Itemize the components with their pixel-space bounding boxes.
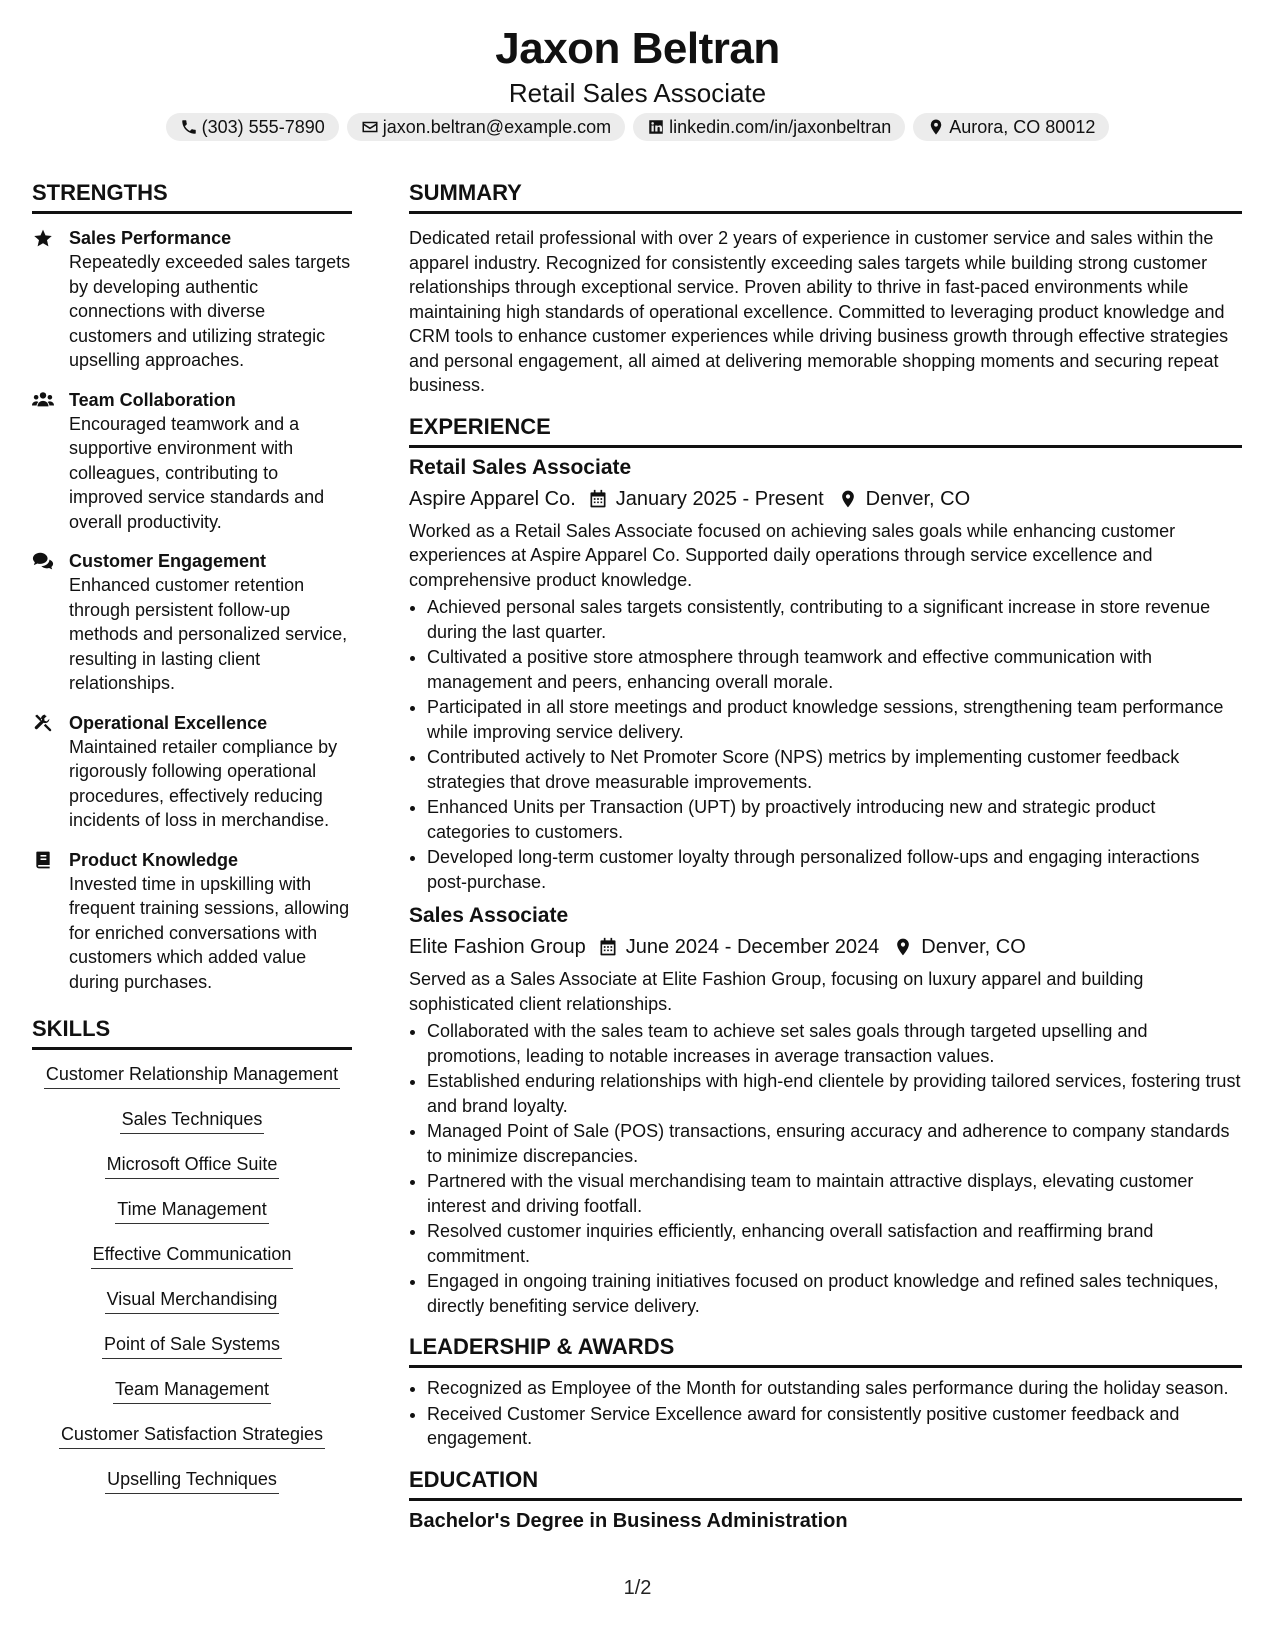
job-meta: [409, 485, 1242, 513]
job-entry: [409, 454, 1242, 895]
awards-list: [409, 1376, 1242, 1451]
skills-heading: SKILLS: [32, 1014, 352, 1050]
summary-text: Dedicated retail professional with over 2 years of experience in customer service and sales within the apparel industry. Recognized for consistently exceeding sales targets while building strong customer relationships through exceptional service. Proven ability to thrive in fast-paced environments while maintaining high standards of operational excellence. Committed to leveraging product knowledge and CRM tools to enhance customer experiences while driving business growth through effective strategies and personal engagement, all aimed at delivering memorable shopping moments and securing repeat business.: [409, 228, 1229, 395]
job-description: Worked as a Retail Sales Associate focused on achieving sales goals while enhancing customer experiences at Aspire Apparel Co. Supported daily operations through service excellence and comprehensive product knowledge.: [409, 520, 1176, 590]
job-bullet: • Collaborated with the sales team to achieve set sales goals through targeted upselling and promotions, leading to notable increases in average transaction values.: [427, 1019, 1242, 1068]
awards-heading: LEADERSHIP & AWARDS: [409, 1332, 1242, 1368]
contact-bar: [0, 113, 1275, 141]
strength-description: Repeatedly exceeded sales targets by developing authentic connections with diverse customers and utilizing strategic upselling approaches.: [69, 252, 351, 370]
location-text: Aurora, CO 80012: [949, 116, 1096, 137]
job-location: Denver, CO: [921, 936, 1026, 958]
strengths-heading: STRENGTHS: [32, 178, 352, 214]
linkedin-chip[interactable]: [633, 113, 905, 141]
job-meta: [409, 933, 1242, 961]
skills-list: [32, 1062, 352, 1512]
job-bullets: [409, 595, 1242, 894]
job-bullet: • Partnered with the visual merchandising team to maintain attractive displays, elevating customer interest and driving footfall.: [427, 1169, 1242, 1218]
skill-item: Effective Communication: [91, 1242, 294, 1269]
map-pin-icon: [893, 937, 913, 957]
skill-item: Team Management: [113, 1377, 271, 1404]
job-dates: June 2024 - December 2024: [625, 936, 880, 958]
job-company: Elite Fashion Group: [409, 936, 586, 958]
location-chip: [913, 113, 1109, 141]
page-number: 1/2: [623, 1577, 652, 1599]
skill-item: Sales Techniques: [120, 1107, 265, 1134]
job-title: Retail Sales Associate: [409, 455, 632, 479]
award-item: • Recognized as Employee of the Month for outstanding sales performance during the holiday season.: [427, 1376, 1242, 1401]
job-bullet: • Participated in all store meetings and product knowledge sessions, strengthening team performance while improving service delivery.: [427, 695, 1242, 744]
linkedin-icon: [647, 118, 665, 136]
strength-item: [32, 549, 352, 696]
job-bullet: • Enhanced Units per Transaction (UPT) by proactively introducing new and strategic product categories to customers.: [427, 795, 1242, 844]
job-bullets: [409, 1019, 1242, 1318]
tools-icon: [32, 713, 54, 733]
job-dates: January 2025 - Present: [615, 487, 824, 510]
education-heading: EDUCATION: [409, 1465, 1242, 1501]
comments-icon: [32, 551, 54, 571]
experience-heading: EXPERIENCE: [409, 412, 1242, 448]
job-bullet: • Achieved personal sales targets consistently, contributing to a significant increase in store revenue during the last quarter.: [427, 595, 1242, 644]
award-item: • Received Customer Service Excellence award for consistently positive customer feedback and engagement.: [427, 1402, 1242, 1451]
strength-title: Product Knowledge: [69, 849, 239, 870]
skill-item: Customer Relationship Management: [44, 1062, 340, 1089]
right-column: [409, 178, 1242, 1535]
job-bullet: • Contributed actively to Net Promoter Score (NPS) metrics by implementing customer feedback strategies that drove measurable improvements.: [427, 745, 1242, 794]
job-description: Served as a Sales Associate at Elite Fashion Group, focusing on luxury apparel and building sophisticated client relationships.: [409, 969, 1144, 1014]
linkedin-text: linkedin.com/in/jaxonbeltran: [669, 116, 892, 137]
email-chip[interactable]: [347, 113, 625, 141]
candidate-name: Jaxon Beltran: [495, 24, 780, 73]
strength-title: Team Collaboration: [69, 389, 236, 410]
skill-item: Microsoft Office Suite: [105, 1152, 280, 1179]
job-location: Denver, CO: [865, 487, 971, 510]
education-degree: Bachelor's Degree in Business Administration: [409, 1509, 848, 1532]
envelope-icon: [361, 118, 379, 136]
job-bullet: • Managed Point of Sale (POS) transactions, ensuring accuracy and adherence to company standards to minimize discrepancies.: [427, 1119, 1242, 1168]
email-text: jaxon.beltran@example.com: [382, 116, 612, 137]
strength-description: Enhanced customer retention through persistent follow-up methods and personalized service, resulting in lasting client relationships.: [69, 575, 348, 693]
job-entry: [409, 902, 1242, 1318]
job-bullet: • Resolved customer inquiries efficiently, enhancing overall satisfaction and reaffirming brand commitment.: [427, 1219, 1242, 1268]
phone-chip[interactable]: [166, 113, 339, 141]
job-company: Aspire Apparel Co.: [409, 487, 576, 510]
users-icon: [32, 390, 54, 410]
strength-title: Customer Engagement: [69, 551, 267, 571]
job-title: Sales Associate: [409, 904, 569, 927]
strength-title: Operational Excellence: [69, 712, 268, 733]
resume-header: [0, 22, 1275, 110]
skill-item: Upselling Techniques: [105, 1467, 279, 1494]
phone-icon: [180, 118, 198, 136]
strength-item: [32, 388, 352, 535]
strength-item: [32, 226, 352, 373]
phone-text: (303) 555-7890: [201, 116, 325, 137]
strength-description: Maintained retailer compliance by rigorously following operational procedures, effectively reducing incidents of loss in merchandise.: [69, 736, 338, 830]
strength-description: Invested time in upskilling with frequent training sessions, allowing for enriched conversations with customers which added value during purchases.: [69, 873, 350, 992]
map-pin-icon: [927, 118, 945, 136]
skill-item: Visual Merchandising: [105, 1287, 280, 1314]
strength-item: [32, 848, 352, 995]
strength-item: [32, 711, 352, 833]
job-bullet: • Developed long-term customer loyalty through personalized follow-ups and engaging interactions post-purchase.: [427, 845, 1242, 894]
job-bullet: • Established enduring relationships with high-end clientele by providing tailored services, fostering trust and brand loyalty.: [427, 1069, 1242, 1118]
calendar-icon: [598, 937, 618, 957]
job-bullet: • Engaged in ongoing training initiatives focused on product knowledge and refined sales techniques, directly benefiting service delivery.: [427, 1269, 1242, 1318]
skill-item: Customer Satisfaction Strategies: [59, 1422, 325, 1449]
left-column: [32, 178, 352, 1512]
strength-title: Sales Performance: [69, 228, 232, 248]
job-bullet: • Cultivated a positive store atmosphere through teamwork and effective communication with management and peers, enhancing overall morale.: [427, 645, 1242, 694]
star-icon: [32, 228, 54, 248]
skill-item: Time Management: [115, 1197, 268, 1224]
summary-heading: SUMMARY: [409, 178, 1242, 214]
book-icon: [32, 850, 54, 870]
strength-description: Encouraged teamwork and a supportive environment with colleagues, contributing to improved service standards and overall productivity.: [69, 413, 325, 532]
map-pin-icon: [838, 489, 858, 509]
candidate-title: Retail Sales Associate: [508, 78, 767, 108]
calendar-icon: [588, 489, 608, 509]
skill-item: Point of Sale Systems: [102, 1332, 282, 1359]
